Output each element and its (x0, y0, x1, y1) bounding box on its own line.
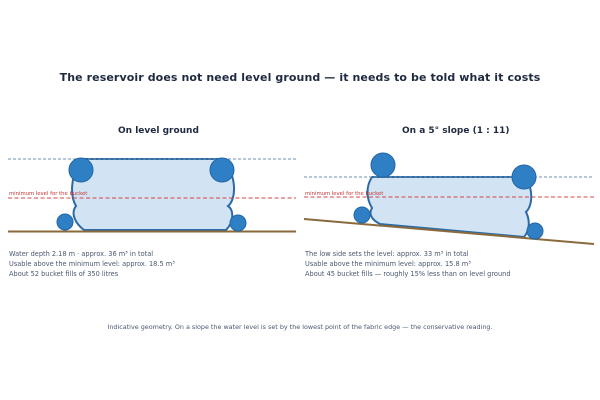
note-level-fills: About 52 bucket fills of 350 litres (9, 270, 119, 278)
note-slope-usable: Usable above the minimum level: approx. 15.8 m³ (305, 260, 471, 268)
float-top-left-slope (371, 153, 395, 177)
panel-title-slope: On a 5° slope (1 : 11) (402, 126, 510, 136)
min-level-label-slope: minimum level for the bucket (305, 191, 384, 197)
float-bottom-right-slope (527, 223, 543, 239)
float-bottom-right-level (230, 215, 246, 231)
min-level-label-level: minimum level for the bucket (9, 191, 88, 197)
note-slope-total: The low side sets the level: approx. 33 m³ in total (305, 250, 469, 258)
note-level-usable: Usable above the minimum level: approx. 18.5 m³ (9, 260, 175, 268)
float-top-right-slope (512, 165, 536, 189)
footnote: Indicative geometry. On a slope the water level is set by the lowest point of the fabric edge — the conservative reading. (107, 323, 493, 331)
float-bottom-left-level (57, 214, 73, 230)
float-top-right-level (210, 158, 234, 182)
panel-title-level: On level ground (118, 126, 199, 136)
notes-slope (305, 249, 511, 279)
notes-level (9, 249, 175, 279)
note-level-depth: Water depth 2.18 m · approx. 36 m³ in total (9, 250, 154, 258)
note-slope-fills: About 45 bucket fills — roughly 15% less than on level ground (305, 270, 511, 278)
float-top-left-level (69, 158, 93, 182)
float-bottom-left-slope (354, 207, 370, 223)
right-panel-drawing (304, 153, 594, 244)
figure-title: The reservoir does not need level ground — it needs to be told what it costs (59, 71, 541, 84)
reservoir-water-slope (368, 177, 532, 237)
left-panel-drawing (8, 158, 296, 232)
